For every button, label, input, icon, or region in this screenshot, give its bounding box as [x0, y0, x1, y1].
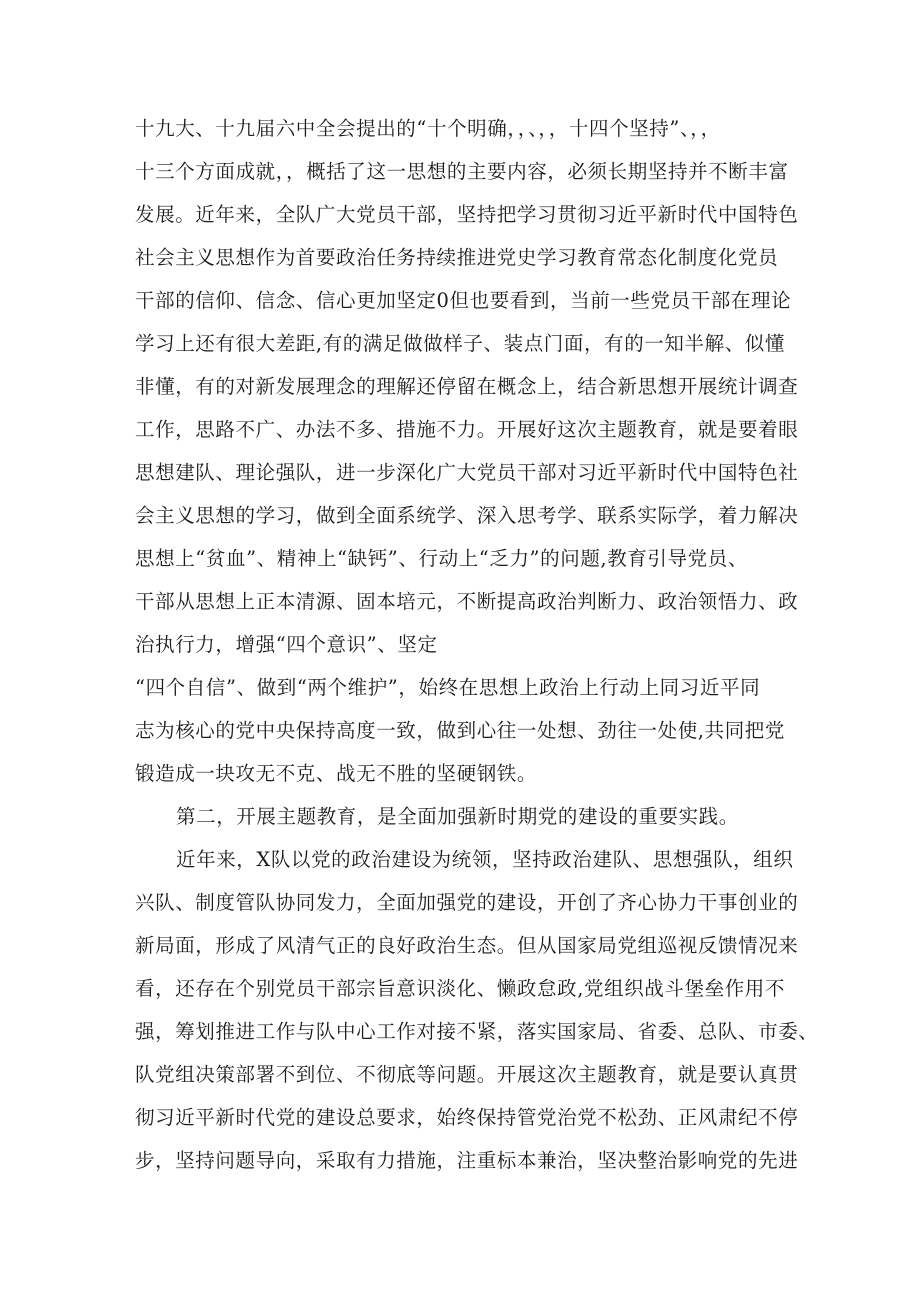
body-text-line: 发展。近年来，全队广大党员干部，坚持把学习贯彻习近平新时代中国特色: [135, 203, 799, 226]
body-text-line: 干部的信仰、信念、信心更加坚定0但也要看到，当前一些党员干部在理论: [135, 289, 792, 312]
body-text-line: 社会主义思想作为首要政治任务持续推进党史学习教育常态化制度化党员: [135, 246, 779, 269]
body-text-line: 志为核心的党中央保持高度一致，做到心往一处想、劲往一处使,共同把党: [135, 719, 785, 742]
body-text-line: 十九大、十九届六中全会提出的“十个明确，，、，，十四个坚持”、，，: [135, 117, 721, 140]
body-text-line: 强，筹划推进工作与队中心工作对接不紧，落实国家局、省委、总队、市委、: [135, 1020, 819, 1043]
body-text-line: 会主义思想的学习，做到全面系统学、深入思考学、联系实际学，着力解决: [135, 504, 799, 527]
body-text-line: 治执行力，增强“四个意识”、坚定: [135, 633, 438, 656]
body-text-line: 队党组决策部署不到位、不彻底等问题。开展这次主题教育，就是要认真贯: [135, 1063, 799, 1086]
body-text-line: 十三个方面成就，，概括了这一思想的主要内容，必须长期坚持并不断丰富: [135, 160, 789, 183]
body-text-line: 干部从思想上正本清源、固本培元，不断提高政治判断力、政治领悟力、政: [135, 590, 799, 613]
body-text-line: 思想上“贫血”、精神上“缺钙”、行动上“乏力”的问题,教育引导党员、: [135, 547, 748, 570]
body-text-line: 彻习近平新时代党的建设总要求，始终保持管党治党不松劲、正风肃纪不停: [135, 1106, 799, 1129]
body-text-line: 学习上还有很大差距,有的满足做做样子、装点门面，有的一知半解、似懂: [135, 332, 785, 355]
body-text-line: 锻造成一块攻无不克、战无不胜的坚硬钢铁。: [135, 762, 538, 785]
body-text-line: 思想建队、理论强队，进一步深化广大党员干部对习近平新时代中国特色社: [135, 461, 799, 484]
section-heading: 第二，开展主题教育，是全面加强新时期党的建设的重要实践。: [176, 805, 739, 828]
body-text-line: 看，还存在个别党员干部宗旨意识淡化、懒政怠政,党组织战斗堡垒作用不: [135, 977, 785, 1000]
body-text-line: 步，坚持问题导向，采取有力措施，注重标本兼治，坚决整治影响党的先进: [135, 1149, 799, 1172]
body-text-line: 兴队、制度管队协同发力，全面加强党的建设，开创了齐心协力干事创业的: [135, 891, 799, 914]
paragraph-first-line: 近年来，X队以党的政治建设为统领，坚持政治建队、思想强队，组织: [176, 848, 794, 871]
body-text-line: “四个自信”、做到“两个维护”，始终在思想上政治上行动上同习近平同: [135, 676, 761, 699]
body-text-line: 工作，思路不广、办法不多、措施不力。开展好这次主题教育，就是要着眼: [135, 418, 799, 441]
body-text-line: 新局面，形成了风清气正的良好政治生态。但从国家局党组巡视反馈情况来: [135, 934, 799, 957]
body-text-line: 非懂，有的对新发展理念的理解还停留在概念上，结合新思想开展统计调查: [135, 375, 799, 398]
